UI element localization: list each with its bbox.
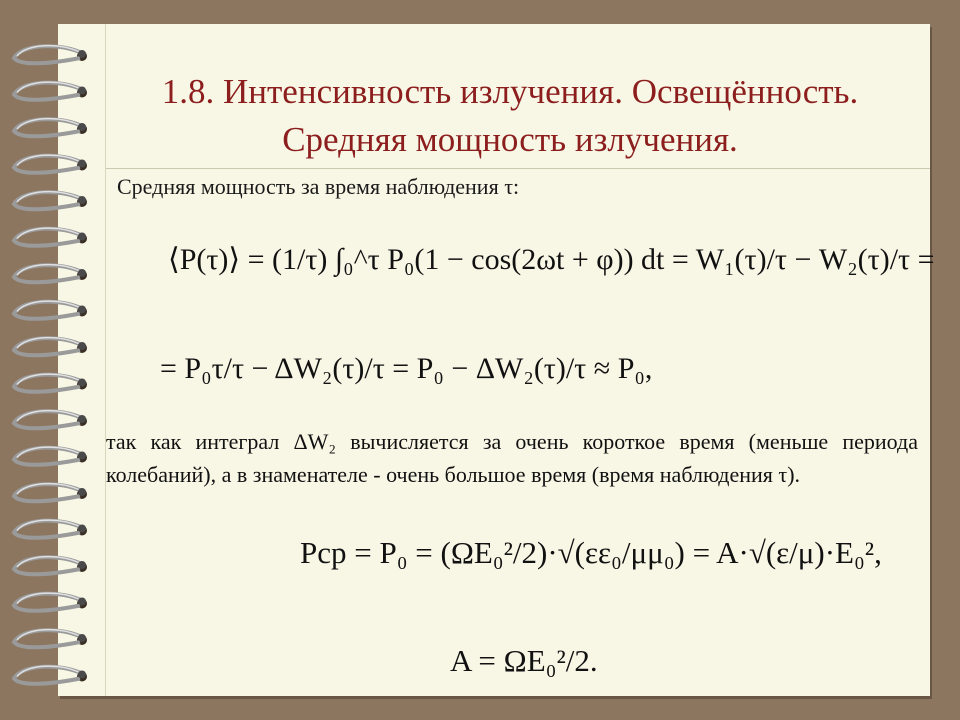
intro-text: Средняя мощность за время наблюдения τ:: [117, 174, 520, 199]
spiral-ring-icon: [14, 265, 87, 283]
spiral-ring-icon: [14, 228, 87, 246]
spiral-ring-icon: [14, 119, 87, 137]
spiral-ring-icon: [14, 411, 87, 429]
spiral-ring-icon: [14, 374, 87, 392]
spiral-ring-icon: [14, 192, 87, 210]
spiral-ring-icon: [14, 484, 87, 502]
spiral-ring-icon: [14, 557, 87, 575]
slide-title-line-1: 1.8. Интенсивность излучения. Освещённость.: [161, 72, 859, 111]
spiral-ring-icon: [14, 82, 87, 100]
spiral-binding: [0, 0, 110, 720]
spiral-ring-icon: [14, 630, 87, 648]
explanation-paragraph: так как интеграл ΔW₂ вычисляется за очень короткое время (меньше периода колебаний), а в знаменателе - очень большое время (время наблюдения τ).: [106, 429, 918, 487]
spiral-ring-icon: [14, 338, 87, 356]
spiral-ring-icon: [14, 301, 87, 319]
title-divider: [106, 168, 930, 169]
spiral-ring-icon: [14, 520, 87, 538]
formula-mean-power: Pср = P₀ = (ΩE₀²/2)·√(εε₀/μμ₀) = A·√(ε/μ)·E₀²,: [300, 535, 882, 570]
spiral-ring-icon: [14, 46, 87, 64]
spiral-ring-icon: [14, 447, 87, 465]
spiral-ring-icon: [14, 593, 87, 611]
slide-title-line-2: Средняя мощность излучения.: [282, 120, 738, 159]
formula-average-power: ⟨P(τ)⟩ = (1/τ) ∫₀^τ P₀(1 − cos(2ωt + φ)) dt = W₁(τ)/τ − W₂(τ)/τ =: [168, 243, 935, 276]
formula-approximation: = P₀τ/τ − ΔW₂(τ)/τ = P₀ − ΔW₂(τ)/τ ≈ P₀,: [160, 352, 653, 385]
spiral-ring-icon: [14, 666, 87, 684]
spiral-ring-icon: [14, 155, 87, 173]
formula-constant-a: A = ΩE₀²/2.: [450, 643, 598, 678]
